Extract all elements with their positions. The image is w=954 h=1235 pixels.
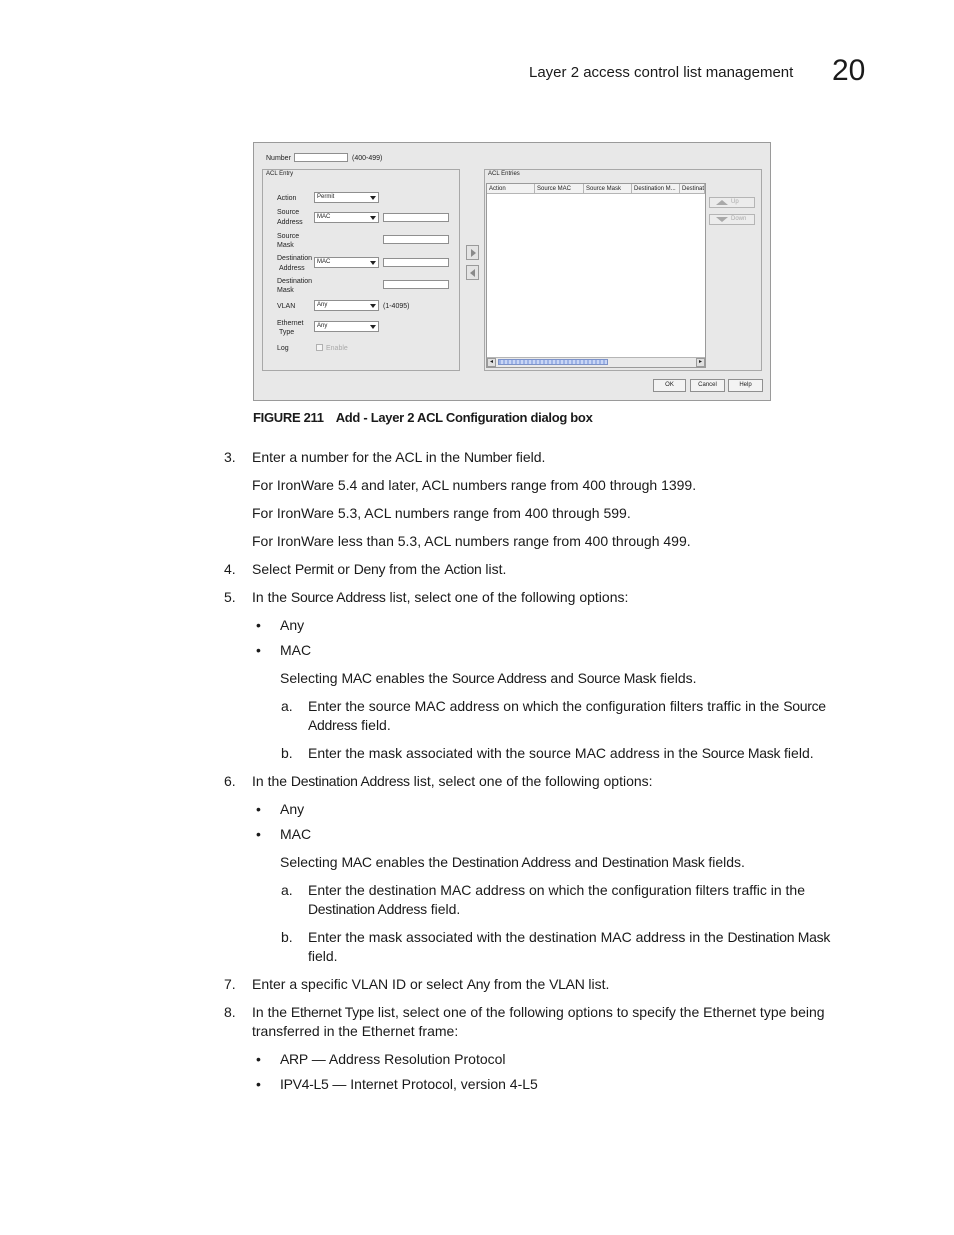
column-header-destination-mask[interactable]: Destination M... bbox=[632, 184, 680, 194]
keyword: Source Mask bbox=[577, 670, 657, 686]
step-8-option-ipv4-l5 bbox=[280, 1075, 538, 1094]
add-entry-button[interactable] bbox=[466, 245, 479, 260]
step-5-selecting-note bbox=[280, 669, 697, 688]
keyword: MAC bbox=[341, 670, 372, 686]
step-6b-letter: b. bbox=[281, 929, 293, 945]
column-header-action[interactable]: Action bbox=[487, 184, 535, 194]
keyword: Destination Mask bbox=[601, 854, 705, 870]
keyword: Source Address bbox=[290, 589, 386, 605]
text: fields. bbox=[704, 854, 745, 870]
chevron-down-icon bbox=[370, 325, 376, 329]
keyword: Source bbox=[783, 698, 826, 714]
source-address-dropdown[interactable] bbox=[314, 212, 379, 223]
destination-address-label-1: Destination bbox=[277, 255, 313, 262]
step-7-text bbox=[252, 975, 609, 994]
keyword: IPV4-L5 bbox=[280, 1076, 329, 1092]
text: enables the bbox=[371, 854, 452, 870]
text: from the bbox=[385, 561, 445, 577]
scroll-thumb[interactable] bbox=[498, 359, 608, 365]
keyword: Permit bbox=[294, 561, 334, 577]
step-6-text bbox=[252, 772, 653, 791]
figure-title: Add - Layer 2 ACL Configuration dialog box bbox=[335, 410, 593, 425]
keyword: Any bbox=[466, 976, 490, 992]
step-5b-letter: b. bbox=[281, 745, 293, 761]
keyword: Number bbox=[463, 449, 512, 465]
triangle-up-icon bbox=[716, 200, 728, 205]
keyword: Destination Address bbox=[451, 854, 571, 870]
text: and bbox=[546, 670, 578, 686]
text: enables the bbox=[371, 670, 452, 686]
chevron-down-icon bbox=[370, 196, 376, 200]
text: — Internet Protocol, version 4-L5 bbox=[328, 1076, 538, 1092]
destination-mask-label-1: Destination bbox=[277, 278, 313, 285]
chevron-down-icon bbox=[370, 216, 376, 220]
step-5-number: 5. bbox=[224, 589, 236, 605]
step-4-text bbox=[252, 560, 506, 579]
text: fields. bbox=[656, 670, 697, 686]
add-layer2-acl-dialog bbox=[253, 142, 771, 401]
step-6-option-any: Any bbox=[280, 801, 305, 817]
figure-label: FIGURE 211 bbox=[253, 410, 324, 425]
vlan-value: Any bbox=[317, 302, 328, 308]
ok-button[interactable]: OK bbox=[653, 379, 686, 392]
text: Selecting bbox=[280, 670, 342, 686]
column-header-destination[interactable]: Destinat bbox=[682, 186, 705, 192]
bullet-icon: • bbox=[256, 642, 261, 658]
text: Enter a number for the ACL in the bbox=[252, 449, 464, 465]
text: list, select one of the following options to specify the Ethernet type being bbox=[373, 1004, 825, 1020]
bullet-icon: • bbox=[256, 617, 261, 633]
text: field. bbox=[511, 449, 546, 465]
help-button[interactable]: Help bbox=[728, 379, 763, 392]
action-dropdown[interactable] bbox=[314, 192, 379, 203]
acl-entry-title: ACL Entry bbox=[266, 171, 294, 177]
step-3-text bbox=[252, 448, 545, 467]
vlan-combo[interactable] bbox=[314, 300, 379, 311]
text: In the bbox=[252, 1004, 291, 1020]
step-3-note-3: For IronWare less than 5.3, ACL numbers range from 400 through 499. bbox=[252, 533, 691, 549]
number-label: Number bbox=[266, 155, 291, 162]
bullet-icon: • bbox=[256, 801, 261, 817]
step-6b-text-line-1 bbox=[308, 928, 830, 947]
step-3-number: 3. bbox=[224, 449, 236, 465]
ethernet-type-label-1: Ethernet bbox=[277, 320, 304, 327]
down-button-label: Down bbox=[731, 216, 747, 222]
keyword: Destination Address bbox=[290, 773, 410, 789]
destination-mask-label-2: Mask bbox=[277, 287, 294, 294]
text: field. bbox=[426, 901, 461, 917]
column-header-source-mac[interactable]: Source MAC bbox=[535, 184, 584, 194]
step-3-note-1: For IronWare 5.4 and later, ACL numbers range from 400 through 1399. bbox=[252, 477, 697, 493]
keyword: Deny bbox=[353, 561, 386, 577]
text: Enter the source MAC address on which the configuration filters traffic in the bbox=[308, 698, 784, 714]
acl-entries-table[interactable] bbox=[486, 183, 706, 368]
step-5a-text-line-2 bbox=[308, 716, 391, 735]
text: In the bbox=[252, 773, 291, 789]
number-range: (400-499) bbox=[352, 155, 383, 162]
step-8-option-arp bbox=[280, 1050, 506, 1069]
log-label: Log bbox=[277, 345, 289, 352]
step-6a-text-line-1: Enter the destination MAC address on which the configuration filters traffic in the bbox=[308, 882, 806, 898]
log-enable-checkbox[interactable] bbox=[316, 344, 323, 351]
destination-mask-input[interactable] bbox=[383, 280, 449, 289]
keyword: Action bbox=[444, 561, 482, 577]
down-button[interactable] bbox=[709, 214, 755, 225]
step-5a-text-line-1 bbox=[308, 697, 826, 716]
step-8-number: 8. bbox=[224, 1004, 236, 1020]
step-6a-letter: a. bbox=[281, 882, 293, 898]
keyword: Address bbox=[308, 717, 358, 733]
scroll-right-icon[interactable]: ▸ bbox=[696, 358, 705, 367]
keyword: Ethernet Type bbox=[290, 1004, 374, 1020]
chapter-number: 20 bbox=[832, 54, 866, 87]
text: list. bbox=[481, 561, 507, 577]
step-6-option-mac: MAC bbox=[280, 826, 312, 842]
horizontal-scrollbar[interactable] bbox=[487, 357, 705, 367]
step-5-option-any: Any bbox=[280, 617, 305, 633]
bullet-icon: • bbox=[256, 1076, 261, 1092]
action-label: Action bbox=[277, 195, 297, 202]
step-4-number: 4. bbox=[224, 561, 236, 577]
destination-address-label-2: Address bbox=[279, 265, 305, 272]
remove-entry-button[interactable] bbox=[466, 265, 479, 280]
keyword: Source Address bbox=[451, 670, 547, 686]
step-6-selecting-note bbox=[280, 853, 745, 872]
number-input[interactable] bbox=[294, 153, 348, 162]
ethernet-type-label-2: Type bbox=[279, 329, 295, 336]
text: Select bbox=[252, 561, 295, 577]
destination-address-dropdown[interactable] bbox=[314, 257, 379, 268]
step-5b-text bbox=[308, 744, 814, 763]
keyword: Destination Address bbox=[308, 901, 427, 917]
step-5-text bbox=[252, 588, 628, 607]
text: list, select one of the following options: bbox=[409, 773, 653, 789]
up-button[interactable] bbox=[709, 197, 755, 208]
keyword: Destination Mask bbox=[727, 929, 831, 945]
scroll-left-icon[interactable]: ◂ bbox=[487, 358, 496, 367]
text: list, select one of the following options: bbox=[385, 589, 629, 605]
cancel-button[interactable]: Cancel bbox=[690, 379, 725, 392]
source-mask-label-1: Source bbox=[277, 233, 300, 240]
arrow-left-icon bbox=[470, 269, 475, 277]
chevron-down-icon bbox=[370, 261, 376, 265]
ethernet-type-value: Any bbox=[317, 323, 328, 329]
source-address-label-2: Address bbox=[277, 219, 303, 226]
step-6-number: 6. bbox=[224, 773, 236, 789]
text: Enter a specific VLAN ID or select bbox=[252, 976, 467, 992]
destination-address-input[interactable] bbox=[383, 258, 449, 267]
bullet-icon: • bbox=[256, 826, 261, 842]
text: from the bbox=[490, 976, 550, 992]
text: — Address Resolution Protocol bbox=[307, 1051, 506, 1067]
acl-entries-title: ACL Entries bbox=[488, 171, 520, 177]
source-address-input[interactable] bbox=[383, 213, 449, 222]
text: and bbox=[570, 854, 602, 870]
text: field. bbox=[357, 717, 391, 733]
action-value: Permit bbox=[317, 194, 335, 200]
source-address-label-1: Source bbox=[277, 209, 300, 216]
text: list. bbox=[584, 976, 610, 992]
ethernet-type-dropdown[interactable] bbox=[314, 321, 379, 332]
step-5a-letter: a. bbox=[281, 698, 293, 714]
triangle-down-icon bbox=[716, 217, 728, 222]
step-6b-text-line-2: field. bbox=[308, 948, 338, 964]
source-mask-label-2: Mask bbox=[277, 242, 294, 249]
text: In the bbox=[252, 589, 291, 605]
figure-caption bbox=[253, 410, 593, 425]
step-6a-text-line-2 bbox=[308, 900, 460, 919]
chevron-down-icon bbox=[370, 304, 376, 308]
column-header-source-mask[interactable]: Source Mask bbox=[584, 184, 632, 194]
running-head: Layer 2 access control list management bbox=[529, 64, 794, 81]
step-8-text-line-2: transferred in the Ethernet frame: bbox=[252, 1023, 459, 1039]
destination-address-value: MAC bbox=[317, 259, 331, 265]
step-5-option-mac: MAC bbox=[280, 642, 312, 658]
keyword: ARP bbox=[280, 1051, 308, 1067]
log-enable-label: Enable bbox=[326, 345, 348, 352]
bullet-icon: • bbox=[256, 1051, 261, 1067]
text: Enter the mask associated with the source MAC address in the bbox=[308, 745, 702, 761]
step-8-text-line-1 bbox=[252, 1003, 825, 1022]
arrow-right-icon bbox=[471, 249, 476, 257]
text: Enter the mask associated with the destination MAC address in the bbox=[308, 929, 728, 945]
vlan-label: VLAN bbox=[277, 303, 296, 310]
step-3-note-2: For IronWare 5.3, ACL numbers range from 400 through 599. bbox=[252, 505, 631, 521]
up-button-label: Up bbox=[731, 199, 739, 205]
vlan-range: (1-4095) bbox=[383, 303, 410, 310]
text: Selecting bbox=[280, 854, 342, 870]
source-mask-input[interactable] bbox=[383, 235, 449, 244]
text: field. bbox=[780, 745, 814, 761]
keyword: VLAN bbox=[549, 976, 585, 992]
step-7-number: 7. bbox=[224, 976, 236, 992]
keyword: Source Mask bbox=[701, 745, 781, 761]
source-address-value: MAC bbox=[317, 214, 331, 220]
keyword: MAC bbox=[341, 854, 372, 870]
text: or bbox=[333, 561, 354, 577]
